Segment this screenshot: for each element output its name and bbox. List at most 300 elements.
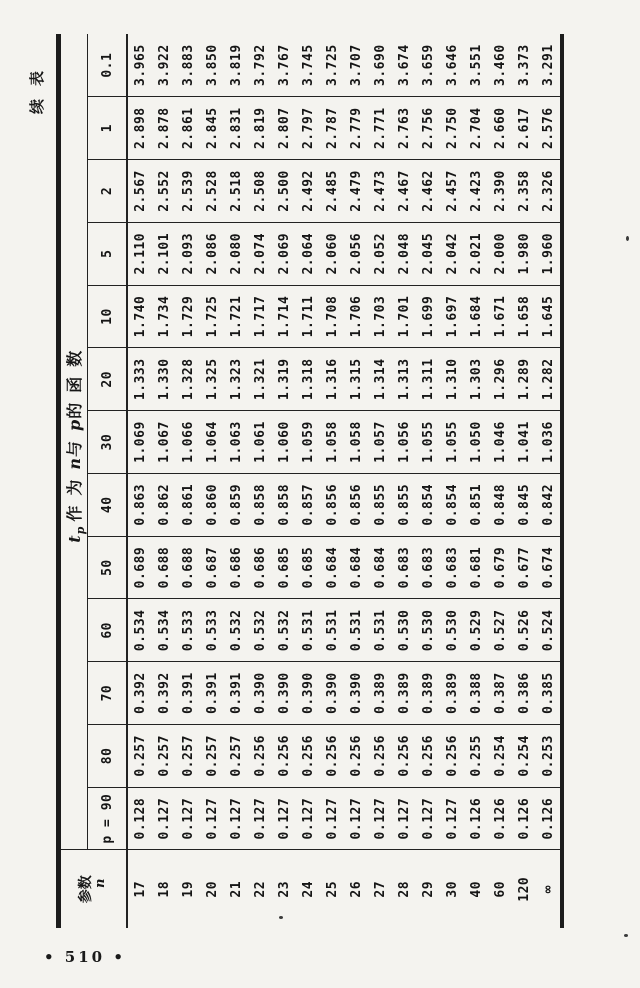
table-cell: 1.697 — [440, 285, 464, 348]
table-cell: 0.686 — [224, 536, 248, 599]
table-cell: 2.479 — [344, 160, 368, 223]
table-cell: 0.854 — [440, 473, 464, 536]
table-cell: 0.254 — [512, 724, 536, 787]
title-segment: n — [64, 456, 84, 470]
table-cell: 2.660 — [488, 97, 512, 160]
table-cell: 2.052 — [368, 222, 392, 285]
table-cell: 1.296 — [488, 348, 512, 411]
table-cell: 2.390 — [488, 160, 512, 223]
table-cell: 0.126 — [464, 787, 488, 850]
table-cell: 1.036 — [536, 411, 562, 474]
p-header-cell: 40 — [88, 473, 128, 536]
table-cell: 0.862 — [152, 473, 176, 536]
table-cell: 0.386 — [512, 662, 536, 725]
table-cell: 0.863 — [127, 473, 152, 536]
scan-speck — [626, 236, 629, 241]
table-cell: 1.711 — [296, 285, 320, 348]
table-cell: 0.388 — [464, 662, 488, 725]
table-cell: 0.257 — [127, 724, 152, 787]
title-segment: t — [64, 534, 84, 543]
table-cell: 0.256 — [296, 724, 320, 787]
table-cell: 1.333 — [127, 348, 152, 411]
title-segment: 作为 — [64, 469, 84, 522]
table-cell: 0.253 — [536, 724, 562, 787]
table-cell: 2.539 — [176, 160, 200, 223]
table-cell: 1.701 — [392, 285, 416, 348]
table-cell: 1.059 — [296, 411, 320, 474]
scan-speck — [279, 916, 283, 919]
table-cell: 0.128 — [127, 787, 152, 850]
table-cell: 1.289 — [512, 348, 536, 411]
table-cell: 1.708 — [320, 285, 344, 348]
table-cell: 2.021 — [464, 222, 488, 285]
table-cell: 0.532 — [272, 599, 296, 662]
table-cell: 0.257 — [152, 724, 176, 787]
table-cell: 1.058 — [320, 411, 344, 474]
table-cell: 2.831 — [224, 97, 248, 160]
table-cell: 0.683 — [416, 536, 440, 599]
table-cell: 1.046 — [488, 411, 512, 474]
table-cell: 2.358 — [512, 160, 536, 223]
table-cell: 1.316 — [320, 348, 344, 411]
table-cell: 2.807 — [272, 97, 296, 160]
corner-label-parameter-n — [59, 850, 128, 928]
title-segment: 的函数 — [64, 340, 84, 419]
table-cell: 1.684 — [464, 285, 488, 348]
table-cell: 0.391 — [176, 662, 200, 725]
table-body — [127, 34, 562, 928]
table-cell: 2.000 — [488, 222, 512, 285]
table-cell: 3.745 — [296, 34, 320, 97]
table-cell: 0.674 — [536, 536, 562, 599]
table-cell: 0.526 — [512, 599, 536, 662]
table-cell: 1.717 — [248, 285, 272, 348]
table-cell: 1.060 — [272, 411, 296, 474]
table-cell: 3.792 — [248, 34, 272, 97]
table-cell: 1.721 — [224, 285, 248, 348]
table-cell: 1.315 — [344, 348, 368, 411]
p-header-cell: 2 — [88, 160, 128, 223]
table-cell: 1.041 — [512, 411, 536, 474]
corner-label-text: 参数 — [77, 875, 94, 904]
table-cell: 0.257 — [200, 724, 224, 787]
table-cell: 2.080 — [224, 222, 248, 285]
table-cell: 2.567 — [127, 160, 152, 223]
table-cell: 1.645 — [536, 285, 562, 348]
table-cell: 0.677 — [512, 536, 536, 599]
row-label-n: 28 — [392, 850, 416, 928]
table-cell: 2.771 — [368, 97, 392, 160]
corner-label-n: n — [93, 878, 109, 888]
table-cell: 3.674 — [392, 34, 416, 97]
table-cell: 0.855 — [368, 473, 392, 536]
row-label-n: 30 — [440, 850, 464, 928]
table-cell: 1.057 — [368, 411, 392, 474]
table-cell: 1.055 — [416, 411, 440, 474]
table-cell: 0.385 — [536, 662, 562, 725]
table-cell: 1.066 — [176, 411, 200, 474]
table-cell: 0.126 — [488, 787, 512, 850]
table-cell: 0.531 — [344, 599, 368, 662]
row-label-n: 19 — [176, 850, 200, 928]
table-cell: 2.042 — [440, 222, 464, 285]
table-row — [296, 34, 320, 928]
table-cell: 1.734 — [152, 285, 176, 348]
table-cell: 0.126 — [512, 787, 536, 850]
table-cell: 0.127 — [440, 787, 464, 850]
table-cell: 0.127 — [320, 787, 344, 850]
table-cell: 0.127 — [176, 787, 200, 850]
row-label-n: 27 — [368, 850, 392, 928]
p-header-cell: 5 — [88, 222, 128, 285]
table-cell: 1.318 — [296, 348, 320, 411]
title-segment: p — [64, 418, 84, 431]
table-cell: 0.858 — [272, 473, 296, 536]
table-cell: 1.313 — [392, 348, 416, 411]
table-cell: 0.389 — [440, 662, 464, 725]
continued-table-marker: 续表 — [28, 57, 46, 114]
table-cell: 0.127 — [248, 787, 272, 850]
table-cell: 0.531 — [368, 599, 392, 662]
table-cell: 3.819 — [224, 34, 248, 97]
row-label-n: 120 — [512, 850, 536, 928]
table-cell: 1.960 — [536, 222, 562, 285]
table-cell: 0.127 — [272, 787, 296, 850]
table-cell: 3.460 — [488, 34, 512, 97]
table-cell: 1.699 — [416, 285, 440, 348]
table-cell: 0.127 — [224, 787, 248, 850]
table-cell: 1.729 — [176, 285, 200, 348]
table-cell: 2.086 — [200, 222, 224, 285]
table-cell: 0.679 — [488, 536, 512, 599]
table-cell: 2.500 — [272, 160, 296, 223]
table-header — [59, 34, 128, 928]
table-cell: 2.093 — [176, 222, 200, 285]
p-header-cell: 30 — [88, 411, 128, 474]
table-cell: 0.684 — [368, 536, 392, 599]
table-cell: 3.646 — [440, 34, 464, 97]
table-cell: 0.859 — [224, 473, 248, 536]
table-cell: 2.878 — [152, 97, 176, 160]
table-cell: 3.373 — [512, 34, 536, 97]
table-cell: 1.321 — [248, 348, 272, 411]
table-cell: 1.067 — [152, 411, 176, 474]
table-cell: 0.530 — [392, 599, 416, 662]
table-cell: 0.684 — [320, 536, 344, 599]
row-label-n: 18 — [152, 850, 176, 928]
table-cell: 2.101 — [152, 222, 176, 285]
table-row — [512, 34, 536, 928]
table-cell: 2.492 — [296, 160, 320, 223]
table-cell: 2.704 — [464, 97, 488, 160]
table-cell: 2.064 — [296, 222, 320, 285]
p-header-cell: 10 — [88, 285, 128, 348]
table-cell: 2.423 — [464, 160, 488, 223]
table-cell: 0.683 — [392, 536, 416, 599]
table-row — [368, 34, 392, 928]
table-cell: 0.533 — [200, 599, 224, 662]
table-cell: 2.326 — [536, 160, 562, 223]
row-label-n: ∞ — [536, 850, 562, 928]
title-segment: p — [73, 525, 87, 535]
table-cell: 0.856 — [320, 473, 344, 536]
table-cell: 2.797 — [296, 97, 320, 160]
row-label-n: 29 — [416, 850, 440, 928]
table-cell: 0.687 — [200, 536, 224, 599]
table-cell: 2.462 — [416, 160, 440, 223]
table-cell: 3.850 — [200, 34, 224, 97]
table-cell: 0.127 — [296, 787, 320, 850]
table-cell: 0.684 — [344, 536, 368, 599]
p-header-cell: 60 — [88, 599, 128, 662]
table-cell: 2.485 — [320, 160, 344, 223]
table-cell: 3.551 — [464, 34, 488, 97]
table-row — [416, 34, 440, 928]
table-cell: 0.254 — [488, 724, 512, 787]
table-cell: 0.861 — [176, 473, 200, 536]
row-label-n: 60 — [488, 850, 512, 928]
table-cell: 2.845 — [200, 97, 224, 160]
table-cell: 2.750 — [440, 97, 464, 160]
table-cell: 0.127 — [416, 787, 440, 850]
table-cell: 2.861 — [176, 97, 200, 160]
table-cell: 0.524 — [536, 599, 562, 662]
table-cell: 2.110 — [127, 222, 152, 285]
table-cell: 0.127 — [344, 787, 368, 850]
table-cell: 0.534 — [127, 599, 152, 662]
table-cell: 1.061 — [248, 411, 272, 474]
p-header-cell: 70 — [88, 662, 128, 725]
table-cell: 0.387 — [488, 662, 512, 725]
table-cell: 0.683 — [440, 536, 464, 599]
table-cell: 2.552 — [152, 160, 176, 223]
table-cell: 3.725 — [320, 34, 344, 97]
p-header-cell: 1 — [88, 97, 128, 160]
table-cell: 0.681 — [464, 536, 488, 599]
table-row — [224, 34, 248, 928]
table-cell: 0.531 — [296, 599, 320, 662]
table-cell: 1.063 — [224, 411, 248, 474]
table-cell: 3.690 — [368, 34, 392, 97]
p-header-cell: 50 — [88, 536, 128, 599]
table-cell: 0.686 — [248, 536, 272, 599]
table-cell: 0.685 — [296, 536, 320, 599]
table-cell: 1.725 — [200, 285, 224, 348]
scan-speck — [624, 934, 628, 937]
title-segment: 与 — [64, 430, 84, 457]
row-label-n: 17 — [127, 850, 152, 928]
table-row — [488, 34, 512, 928]
table-cell: 2.056 — [344, 222, 368, 285]
p-header-cell: p = 90 — [88, 787, 128, 850]
table-cell: 1.314 — [368, 348, 392, 411]
table-cell: 2.819 — [248, 97, 272, 160]
row-label-n: 24 — [296, 850, 320, 928]
table-cell: 0.857 — [296, 473, 320, 536]
table-cell: 0.855 — [392, 473, 416, 536]
table-cell: 1.064 — [200, 411, 224, 474]
table-cell: 0.856 — [344, 473, 368, 536]
table-cell: 0.256 — [416, 724, 440, 787]
table-cell: 0.127 — [200, 787, 224, 850]
table-cell: 2.518 — [224, 160, 248, 223]
table-cell: 0.392 — [152, 662, 176, 725]
table-cell: 0.854 — [416, 473, 440, 536]
table-row — [176, 34, 200, 928]
table-cell: 3.659 — [416, 34, 440, 97]
p-header-row — [88, 34, 128, 928]
table-cell: 1.703 — [368, 285, 392, 348]
table-row — [536, 34, 562, 928]
table-cell: 0.530 — [440, 599, 464, 662]
table-cell: 0.256 — [272, 724, 296, 787]
table-cell: 0.531 — [320, 599, 344, 662]
table-cell: 0.256 — [440, 724, 464, 787]
table-cell: 2.787 — [320, 97, 344, 160]
table-cell: 3.965 — [127, 34, 152, 97]
table-cell: 0.845 — [512, 473, 536, 536]
table-cell: 0.391 — [224, 662, 248, 725]
table-cell: 2.045 — [416, 222, 440, 285]
table-row — [127, 34, 152, 928]
table-cell: 0.390 — [272, 662, 296, 725]
table-cell: 2.473 — [368, 160, 392, 223]
row-label-n: 22 — [248, 850, 272, 928]
table-row — [392, 34, 416, 928]
table-row — [320, 34, 344, 928]
table-cell: 0.126 — [536, 787, 562, 850]
table-cell: 0.390 — [344, 662, 368, 725]
table-cell: 0.257 — [176, 724, 200, 787]
row-label-n: 40 — [464, 850, 488, 928]
table-cell: 0.390 — [248, 662, 272, 725]
row-label-n: 20 — [200, 850, 224, 928]
table-cell: 0.256 — [392, 724, 416, 787]
table-cell: 0.390 — [296, 662, 320, 725]
table-cell: 0.389 — [392, 662, 416, 725]
table-cell: 0.534 — [152, 599, 176, 662]
table-cell: 0.848 — [488, 473, 512, 536]
table-cell: 0.685 — [272, 536, 296, 599]
table-cell: 0.532 — [224, 599, 248, 662]
table-cell: 0.256 — [248, 724, 272, 787]
page-number: • 510 • — [44, 948, 126, 966]
table-cell: 1.330 — [152, 348, 176, 411]
table-cell: 2.617 — [512, 97, 536, 160]
table-cell: 1.325 — [200, 348, 224, 411]
table-cell: 0.255 — [464, 724, 488, 787]
p-header-cell: 20 — [88, 348, 128, 411]
table-cell: 1.311 — [416, 348, 440, 411]
table-cell: 1.058 — [344, 411, 368, 474]
table-cell: 1.980 — [512, 222, 536, 285]
table-cell: 1.671 — [488, 285, 512, 348]
t-distribution-table — [56, 34, 564, 928]
table-cell: 3.883 — [176, 34, 200, 97]
table-cell: 1.319 — [272, 348, 296, 411]
table-cell: 3.707 — [344, 34, 368, 97]
table-title — [59, 34, 88, 850]
p-header-cell: 80 — [88, 724, 128, 787]
row-label-n: 23 — [272, 850, 296, 928]
table-cell: 0.127 — [392, 787, 416, 850]
row-label-n: 26 — [344, 850, 368, 928]
table-cell: 0.842 — [536, 473, 562, 536]
table-cell: 0.533 — [176, 599, 200, 662]
table-cell: 3.922 — [152, 34, 176, 97]
table-cell: 0.127 — [152, 787, 176, 850]
table-cell: 0.392 — [127, 662, 152, 725]
p-header-cell: 0.1 — [88, 34, 128, 97]
row-label-n: 25 — [320, 850, 344, 928]
table-cell: 0.389 — [416, 662, 440, 725]
table-row — [152, 34, 176, 928]
table-cell: 1.069 — [127, 411, 152, 474]
table-row — [344, 34, 368, 928]
table-cell: 0.851 — [464, 473, 488, 536]
table-row — [464, 34, 488, 928]
table-cell: 3.767 — [272, 34, 296, 97]
table-row — [272, 34, 296, 928]
table-cell: 0.529 — [464, 599, 488, 662]
table-cell: 1.328 — [176, 348, 200, 411]
table-cell: 0.390 — [320, 662, 344, 725]
table-cell: 2.069 — [272, 222, 296, 285]
title-row — [59, 34, 88, 928]
table-cell: 0.688 — [176, 536, 200, 599]
table-cell: 1.050 — [464, 411, 488, 474]
table-cell: 0.256 — [344, 724, 368, 787]
table-cell: 1.310 — [440, 348, 464, 411]
table-cell: 2.467 — [392, 160, 416, 223]
table-cell: 1.282 — [536, 348, 562, 411]
table-cell: 0.256 — [368, 724, 392, 787]
table-cell: 0.858 — [248, 473, 272, 536]
table-cell: 2.756 — [416, 97, 440, 160]
table-cell: 2.060 — [320, 222, 344, 285]
table-row — [200, 34, 224, 928]
table-cell: 2.508 — [248, 160, 272, 223]
table-cell: 0.127 — [368, 787, 392, 850]
table-cell: 1.055 — [440, 411, 464, 474]
row-label-n: 21 — [224, 850, 248, 928]
table-cell: 0.688 — [152, 536, 176, 599]
table-cell: 1.706 — [344, 285, 368, 348]
table-cell: 0.530 — [416, 599, 440, 662]
table-cell: 0.527 — [488, 599, 512, 662]
table-cell: 0.689 — [127, 536, 152, 599]
table-cell: 0.532 — [248, 599, 272, 662]
table-cell: 0.256 — [320, 724, 344, 787]
table-row — [248, 34, 272, 928]
table-cell: 3.291 — [536, 34, 562, 97]
table-cell: 1.658 — [512, 285, 536, 348]
table-cell: 2.048 — [392, 222, 416, 285]
table-cell: 2.074 — [248, 222, 272, 285]
table-cell: 1.740 — [127, 285, 152, 348]
table-cell: 0.860 — [200, 473, 224, 536]
table-cell: 2.457 — [440, 160, 464, 223]
table-cell: 1.323 — [224, 348, 248, 411]
table-cell: 2.779 — [344, 97, 368, 160]
table-cell: 0.389 — [368, 662, 392, 725]
table-cell: 1.303 — [464, 348, 488, 411]
table-cell: 2.898 — [127, 97, 152, 160]
rotated-table-block — [28, 34, 564, 928]
table-cell: 1.714 — [272, 285, 296, 348]
table-cell: 1.056 — [392, 411, 416, 474]
table-cell: 2.576 — [536, 97, 562, 160]
